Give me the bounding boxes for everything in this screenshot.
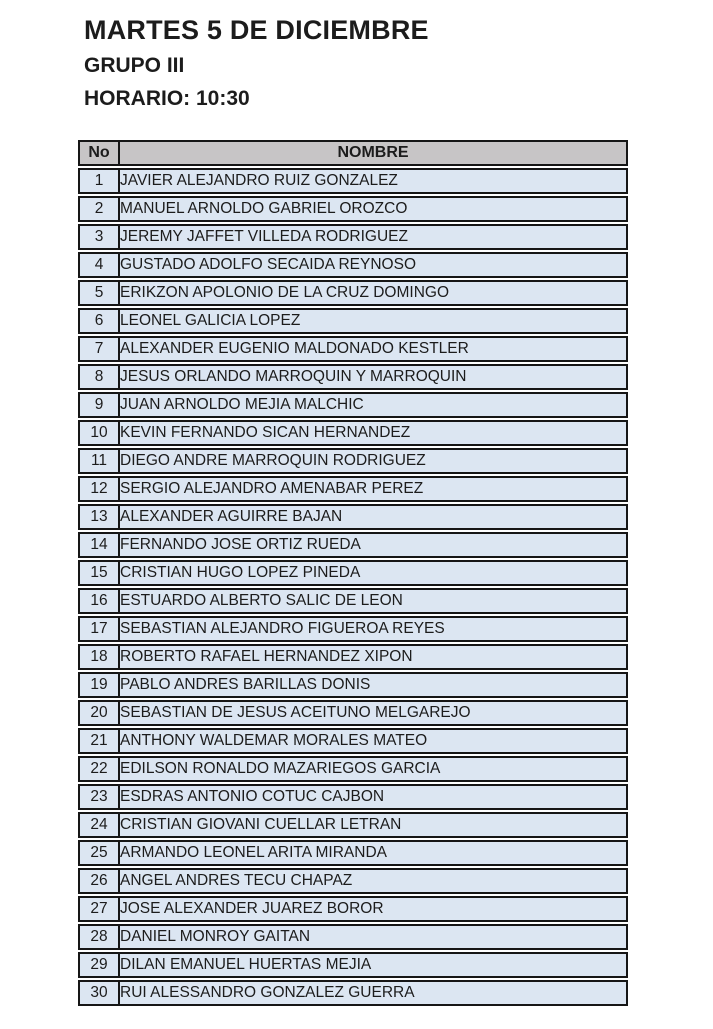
row-number: 28 [78,924,120,950]
row-name: ESTUARDO ALBERTO SALIC DE LEON [120,588,628,614]
row-number: 1 [78,168,120,194]
row-number: 13 [78,504,120,530]
row-name: MANUEL ARNOLDO GABRIEL OROZCO [120,196,628,222]
row-name: ARMANDO LEONEL ARITA MIRANDA [120,840,628,866]
row-number: 23 [78,784,120,810]
row-number: 16 [78,588,120,614]
row-number: 26 [78,868,120,894]
table-row [78,476,628,502]
row-number: 4 [78,252,120,278]
row-name: JUAN ARNOLDO MEJIA MALCHIC [120,392,628,418]
row-name: ALEXANDER AGUIRRE BAJAN [120,504,628,530]
row-name: SEBASTIAN ALEJANDRO FIGUEROA REYES [120,616,628,642]
table-row [78,420,628,446]
roster-table-head [78,140,628,166]
row-number: 9 [78,392,120,418]
row-name: JAVIER ALEJANDRO RUIZ GONZALEZ [120,168,628,194]
row-number: 29 [78,952,120,978]
header-row [78,140,628,166]
row-name: PABLO ANDRES BARILLAS DONIS [120,672,628,698]
column-header-no: No [78,140,120,166]
table-row [78,840,628,866]
page-title: MARTES 5 DE DICIEMBRE [84,15,429,45]
row-number: 14 [78,532,120,558]
table-row [78,196,628,222]
row-number: 6 [78,308,120,334]
row-number: 22 [78,756,120,782]
table-row [78,868,628,894]
row-name: CRISTIAN GIOVANI CUELLAR LETRAN [120,812,628,838]
row-number: 24 [78,812,120,838]
table-row [78,168,628,194]
row-number: 11 [78,448,120,474]
table-row [78,336,628,362]
table-row [78,308,628,334]
table-row [78,364,628,390]
row-number: 30 [78,980,120,1006]
row-name: ROBERTO RAFAEL HERNANDEZ XIPON [120,644,628,670]
row-number: 3 [78,224,120,250]
column-header-nombre: NOMBRE [120,140,628,166]
row-name: GUSTADO ADOLFO SECAIDA REYNOSO [120,252,628,278]
row-number: 17 [78,616,120,642]
table-row [78,532,628,558]
row-name: ALEXANDER EUGENIO MALDONADO KESTLER [120,336,628,362]
row-name: JESUS ORLANDO MARROQUIN Y MARROQUIN [120,364,628,390]
table-row [78,784,628,810]
row-number: 2 [78,196,120,222]
table-row [78,700,628,726]
row-number: 7 [78,336,120,362]
table-row [78,616,628,642]
table-row [78,588,628,614]
row-name: CRISTIAN HUGO LOPEZ PINEDA [120,560,628,586]
row-number: 10 [78,420,120,446]
table-row [78,924,628,950]
row-name: JEREMY JAFFET VILLEDA RODRIGUEZ [120,224,628,250]
row-number: 12 [78,476,120,502]
row-name: ANTHONY WALDEMAR MORALES MATEO [120,728,628,754]
table-row [78,560,628,586]
row-name: DILAN EMANUEL HUERTAS MEJIA [120,952,628,978]
roster-table [78,138,628,1008]
table-row [78,252,628,278]
row-number: 5 [78,280,120,306]
table-row [78,980,628,1006]
row-name: SEBASTIAN DE JESUS ACEITUNO MELGAREJO [120,700,628,726]
row-name: LEONEL GALICIA LOPEZ [120,308,628,334]
row-number: 25 [78,840,120,866]
schedule-label: HORARIO: 10:30 [84,87,250,110]
row-number: 19 [78,672,120,698]
row-name: DANIEL MONROY GAITAN [120,924,628,950]
table-row [78,224,628,250]
row-name: KEVIN FERNANDO SICAN HERNANDEZ [120,420,628,446]
row-name: ESDRAS ANTONIO COTUC CAJBON [120,784,628,810]
row-name: ANGEL ANDRES TECU CHAPAZ [120,868,628,894]
row-number: 8 [78,364,120,390]
table-row [78,756,628,782]
row-name: DIEGO ANDRE MARROQUIN RODRIGUEZ [120,448,628,474]
table-row [78,644,628,670]
table-row [78,392,628,418]
table-row [78,812,628,838]
row-number: 27 [78,896,120,922]
row-number: 21 [78,728,120,754]
table-row [78,896,628,922]
document-header [0,0,713,112]
table-row [78,280,628,306]
row-name: JOSE ALEXANDER JUAREZ BOROR [120,896,628,922]
row-name: ERIKZON APOLONIO DE LA CRUZ DOMINGO [120,280,628,306]
row-name: EDILSON RONALDO MAZARIEGOS GARCIA [120,756,628,782]
row-name: FERNANDO JOSE ORTIZ RUEDA [120,532,628,558]
row-name: RUI ALESSANDRO GONZALEZ GUERRA [120,980,628,1006]
row-number: 20 [78,700,120,726]
row-name: SERGIO ALEJANDRO AMENABAR PEREZ [120,476,628,502]
table-row [78,504,628,530]
table-row [78,448,628,474]
row-number: 18 [78,644,120,670]
table-row [78,728,628,754]
table-row [78,952,628,978]
group-label: GRUPO III [84,54,185,77]
row-number: 15 [78,560,120,586]
table-row [78,672,628,698]
roster-table-body [78,168,628,1006]
